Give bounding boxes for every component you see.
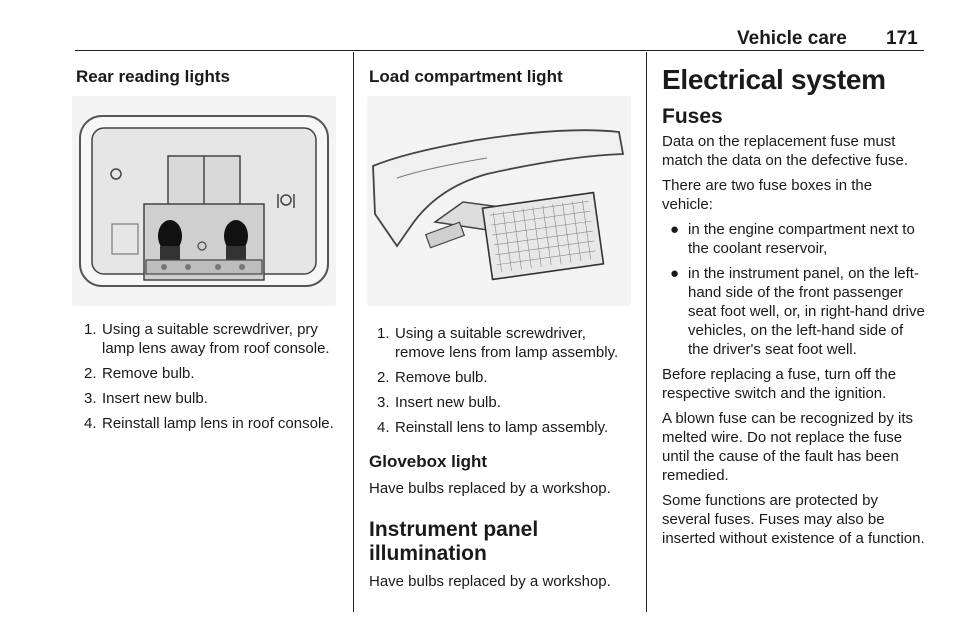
- list-item: 1. Using a suitable screwdriver, remove lens from lamp assembly.: [377, 325, 619, 361]
- instrument-panel-illumination-heading: Instrument panel illumination: [369, 518, 539, 565]
- column-divider-right: [646, 52, 647, 612]
- list-item: 4. Reinstall lens to lamp assembly.: [377, 419, 609, 436]
- column-rear-reading-lights: [76, 66, 344, 439]
- column-divider-left: [353, 52, 354, 612]
- list-item: 2. Remove bulb.: [377, 369, 488, 386]
- list-item: 4. Reinstall lamp lens in roof console.: [84, 415, 334, 432]
- glovebox-light-text: Have bulbs replaced by a workshop.: [369, 480, 611, 497]
- column-load-compartment-light: [369, 66, 637, 591]
- load-compartment-light-steps: [369, 324, 637, 437]
- load-compartment-light-heading: Load compartment light: [369, 67, 563, 86]
- paragraph: Before replacing a fuse, turn off the respective switch and the ignition.: [662, 366, 897, 402]
- paragraph: Some functions are protected by several fuses. Fuses may also be inserted without existence of a function.: [662, 492, 925, 547]
- electrical-system-heading: Electrical system: [662, 64, 886, 95]
- header-title: Vehicle care: [737, 28, 847, 49]
- bullet-icon: ●: [670, 265, 680, 282]
- column-electrical-system: [662, 66, 926, 554]
- load-compartment-lamp-figure: [367, 96, 631, 306]
- page-number: 171: [886, 28, 918, 49]
- rear-reading-lights-steps: [76, 320, 344, 433]
- paragraph: Data on the replacement fuse must match the data on the defective fuse.: [662, 133, 908, 169]
- glovebox-light-heading: Glovebox light: [369, 452, 488, 471]
- instrument-panel-illumination-text: Have bulbs replaced by a workshop.: [369, 573, 611, 590]
- header-rule: [75, 50, 924, 51]
- rear-reading-lamp-figure: [72, 96, 336, 306]
- list-item: 3. Insert new bulb.: [84, 390, 208, 407]
- rear-reading-lights-heading: Rear reading lights: [76, 67, 230, 86]
- list-item: ● in the engine compartment next to the coolant reservoir,: [670, 221, 915, 257]
- list-item: 3. Insert new bulb.: [377, 394, 501, 411]
- list-item: ● in the instrument panel, on the left-hand side of the front passenger seat foot well, or, in right-hand drive vehicles, on the left-hand side of the driver's seat foot well.: [670, 265, 925, 358]
- paragraph: A blown fuse can be recognized by its melted wire. Do not replace the fuse until the cause of the fault has been remedied.: [662, 410, 913, 484]
- fuses-heading: Fuses: [662, 105, 723, 128]
- list-item: 2. Remove bulb.: [84, 365, 195, 382]
- fuse-box-locations: [662, 220, 926, 359]
- paragraph: There are two fuse boxes in the vehicle:: [662, 177, 873, 213]
- load-compartment-lamp-illustration-icon: [367, 96, 631, 306]
- list-item: 1. Using a suitable screwdriver, pry lamp lens away from roof console.: [84, 321, 330, 357]
- rear-reading-lamp-illustration-icon: [72, 96, 336, 306]
- bullet-icon: ●: [670, 221, 680, 238]
